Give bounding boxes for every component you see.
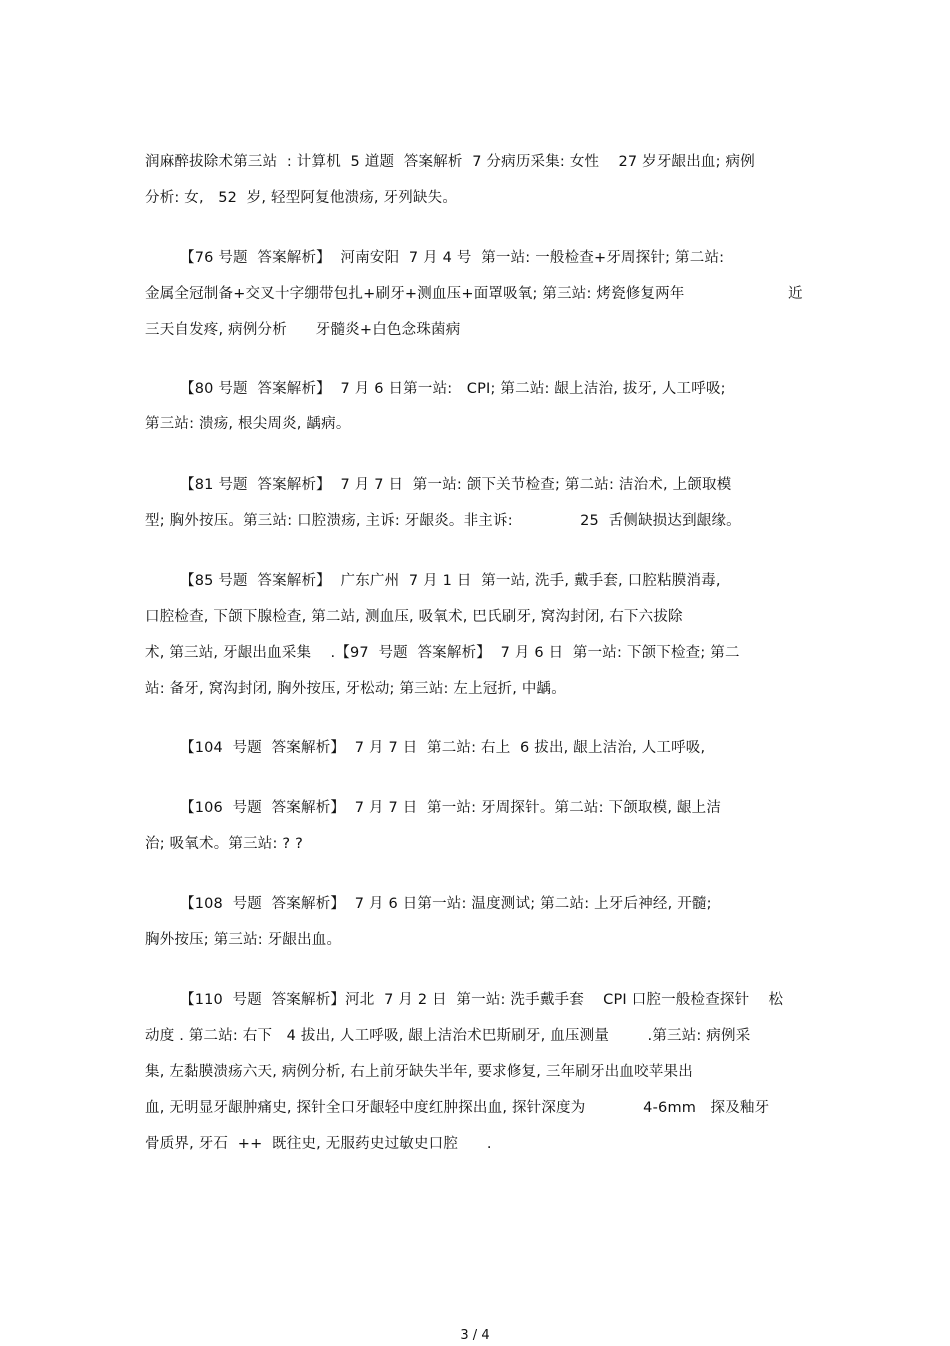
text-line: 第三站: 溃疡, 根尖周炎, 龋病。 (145, 416, 351, 432)
text-line: 润麻醉拔除术第三站 : 计算机 5 道题 答案解析 7 分病历采集: 女性 27 岁牙龈出血; 病例 (145, 154, 755, 170)
text-line: 血, 无明显牙龈肿痛史, 探针全口牙龈轻中度红肿探出血, 探针深度为 4-6mm 探及釉牙 (145, 1100, 770, 1116)
text-line: 【81 号题 答案解析】 7 月 7 日 第一站: 颌下关节检查; 第二站: 洁治术, 上颌取模 (180, 477, 732, 493)
text-line: 治; 吸氧术。第三站: ? ? (145, 836, 303, 852)
text-line: 动度 . 第二站: 右下 4 拔出, 人工呼吸, 龈上洁治术巴斯刷牙, 血压测量 .第三站: 病例采 (145, 1028, 751, 1044)
text-line: 型; 胸外按压。第三站: 口腔溃疡, 主诉: 牙龈炎。非主诉: 25 舌侧缺损达到龈缘。 (145, 513, 741, 529)
text-line: 站: 备牙, 窝沟封闭, 胸外按压, 牙松动; 第三站: 左上冠折, 中龋。 (145, 681, 566, 697)
text-line: 骨质界, 牙石 ++ 既往史, 无服药史过敏史口腔 . (145, 1136, 492, 1152)
text-line: 【85 号题 答案解析】 广东广州 7 月 1 日 第一站, 洗手, 戴手套, 口腔粘膜消毒, (180, 573, 721, 589)
text-line: 近 (788, 286, 803, 302)
text-line: 三天自发疼, 病例分析 牙髓炎+白色念珠菌病 (145, 322, 461, 338)
text-line: 【76 号题 答案解析】 河南安阳 7 月 4 号 第一站: 一般检查+牙周探针; 第二站: (180, 250, 725, 266)
text-line: 【110 号题 答案解析】河北 7 月 2 日 第一站: 洗手戴手套 CPI 口腔一般检查探针 松 (180, 992, 784, 1008)
text-line: 【104 号题 答案解析】 7 月 7 日 第二站: 右上 6 拔出, 龈上洁治, 人工呼吸, (180, 740, 706, 756)
text-line: 口腔检查, 下颌下腺检查, 第二站, 测血压, 吸氧术, 巴氏刷牙, 窝沟封闭, 右下六拔除 (145, 609, 683, 625)
text-line: 集, 左黏膜溃疡六天, 病例分析, 右上前牙缺失半年, 要求修复, 三年刷牙出血咬苹果出 (145, 1064, 693, 1080)
text-line: 分析: 女, 52 岁, 轻型阿复他溃疡, 牙列缺失。 (145, 190, 458, 206)
text-line: 【80 号题 答案解析】 7 月 6 日第一站: CPI; 第二站: 龈上洁治, 拔牙, 人工呼吸; (180, 381, 726, 397)
text-line: 【108 号题 答案解析】 7 月 6 日第一站: 温度测试; 第二站: 上牙后神经, 开髓; (180, 896, 712, 912)
text-line: 【106 号题 答案解析】 7 月 7 日 第一站: 牙周探针。第二站: 下颌取模, 龈上洁 (180, 800, 722, 816)
page-number: 3 / 4 (460, 1328, 490, 1343)
text-line: 胸外按压; 第三站: 牙龈出血。 (145, 932, 342, 948)
text-line: 术, 第三站, 牙龈出血采集 .【97 号题 答案解析】 7 月 6 日 第一站: 下颌下检查; 第二 (145, 645, 740, 661)
text-line: 金属全冠制备+交叉十字绷带包扎+刷牙+测血压+面罩吸氧; 第三站: 烤瓷修复两年 (145, 286, 685, 302)
